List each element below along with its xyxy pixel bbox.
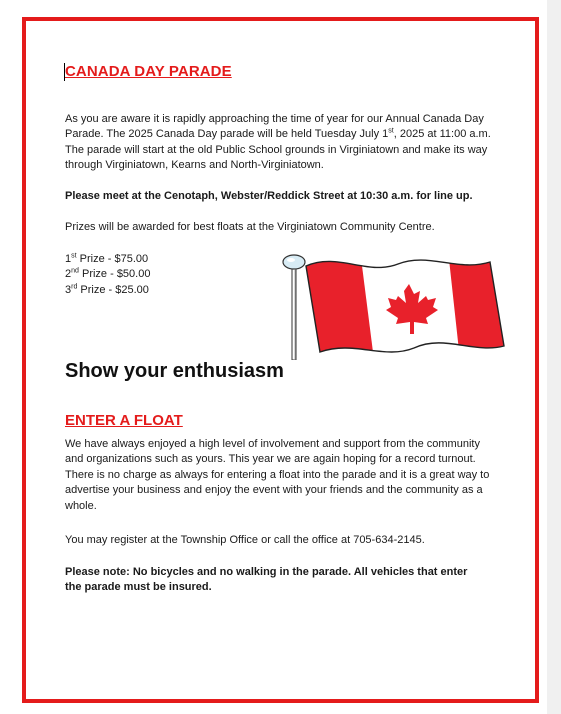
prize-list [65,252,265,298]
intro-paragraph [65,112,495,174]
intro-text-1: As you are aware it is rapidly approaching the time of year for our Annual Canada Day Parade. The 2025 Canada Day parade will be held Tuesday July 1 [65,113,484,141]
prizes-note: Prizes will be awarded for best floats at the Virginiatown Community Centre. [65,221,435,233]
prize-item: 3rd Prize - $25.00 [65,283,149,296]
register-info: You may register at the Township Office or call the office at 705-634-2145. [65,534,425,546]
intro-text-2: , 2025 at 11:00 a.m. The parade will start at the old Public School grounds in Virginiatown and make its way through Virginiatown, Kearns and North-Virginiatown. [65,128,491,172]
document-title: CANADA DAY PARADE [65,63,232,80]
headline: Show your enthusiasm [65,360,284,382]
meet-notice: Please meet at the Cenotaph, Webster/Reddick Street at 10:30 a.m. for line up. [65,190,473,202]
enter-float-heading: ENTER A FLOAT [65,412,183,429]
prize-item: 1st Prize - $75.00 [65,252,149,265]
canada-flag-on-pole-icon [278,250,516,360]
vertical-scrollbar[interactable] [547,0,561,714]
float-paragraph: We have always enjoyed a high level of involvement and support from the community and organizations such as yours. This year we are again hoping for a record turnout. There is no charge as always for entering a float into the parade and it is a great way to advertise your business and enjoy the event with your friends and the community as a whole. [65,438,490,512]
vehicle-note: Please note: No bicycles and no walking in the parade. All vehicles that enter the parade must be insured. [65,566,468,594]
date-ordinal: st [388,127,394,135]
prize-item: 2nd Prize - $50.00 [65,267,151,281]
